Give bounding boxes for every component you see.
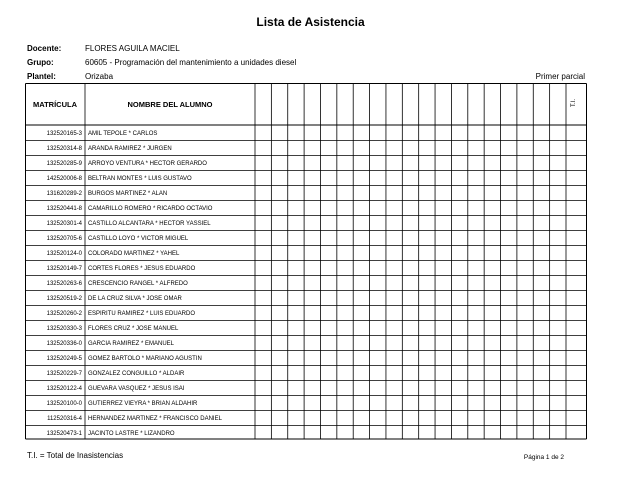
grupo-label: Grupo:: [27, 58, 54, 67]
row-nombre: BURGOS MARTINEZ * ALAN: [88, 191, 168, 197]
row-nombre: DE LA CRUZ SILVA * JOSE OMAR: [88, 296, 182, 302]
row-matricula: 132520301-4: [46, 221, 82, 227]
docente-value: FLORES AGUILA MACIEL: [85, 44, 180, 53]
plantel-label: Plantel:: [27, 72, 56, 81]
row-matricula: 132520330-3: [46, 326, 82, 332]
row-nombre: HERNANDEZ MARTINEZ * FRANCISCO DANIEL: [88, 416, 222, 422]
grupo-value: 60605 - Programación del mantenimiento a unidades diesel: [85, 58, 297, 67]
page-number: Página 1 de 2: [523, 454, 564, 461]
row-matricula: 132520314-8: [46, 146, 82, 152]
docente-label: Docente:: [27, 44, 62, 53]
row-matricula: 132520263-6: [46, 281, 82, 287]
row-matricula: 142520006-8: [46, 176, 82, 182]
plantel-value: Orizaba: [85, 72, 114, 81]
row-nombre: BELTRAN MONTES * LUIS GUSTAVO: [88, 176, 192, 182]
row-nombre: GUEVARA VASQUEZ * JESUS ISAI: [88, 386, 185, 392]
period-label: Primer parcial: [535, 72, 585, 81]
row-matricula: 132520149-7: [46, 266, 82, 272]
row-matricula: 132520260-2: [46, 311, 82, 317]
row-matricula: 132520473-1: [46, 431, 82, 437]
row-nombre: GOMEZ BARTOLO * MARIANO AGUSTIN: [88, 356, 202, 362]
row-matricula: 132520705-6: [46, 236, 82, 242]
row-nombre: GUTIERREZ VIEYRA * BRIAN ALDAHIR: [88, 401, 198, 407]
row-matricula: 132520229-7: [46, 371, 82, 377]
row-nombre: CAMARILLO ROMERO * RICARDO OCTAVIO: [88, 206, 213, 212]
row-nombre: COLORADO MARTINEZ * YAHEL: [88, 251, 180, 257]
row-matricula: 132520285-9: [46, 161, 82, 167]
row-nombre: CASTILLO ALCANTARA * HECTOR YASSIEL: [88, 221, 211, 227]
header-matricula: MATRÍCULA: [32, 100, 78, 109]
row-matricula: 132520249-5: [46, 356, 82, 362]
row-nombre: AMIL TEPOLE * CARLOS: [88, 131, 158, 137]
row-matricula: 132520165-3: [46, 131, 82, 137]
row-matricula: 132520100-0: [46, 401, 82, 407]
row-matricula: 132520441-8: [46, 206, 82, 212]
row-nombre: ARANDA RAMIREZ * JURGEN: [88, 146, 172, 152]
row-nombre: CORTES FLORES * JESUS EDUARDO: [88, 266, 196, 272]
row-matricula: 132520336-0: [46, 341, 82, 347]
row-nombre: GARCIA RAMIREZ * EMANUEL: [88, 341, 175, 347]
row-nombre: GONZALEZ CONGUILLO * ALDAIR: [88, 371, 185, 377]
row-nombre: ESPIRITU RAMIREZ * LUIS EDUARDO: [88, 311, 196, 317]
row-nombre: CRESCENCIO RANGEL * ALFREDO: [88, 281, 188, 287]
row-nombre: JACINTO LASTRE * LIZANDRO: [88, 431, 175, 437]
row-nombre: FLORES CRUZ * JOSE MANUEL: [88, 326, 179, 332]
row-nombre: CASTILLO LOYO * VICTOR MIGUEL: [88, 236, 189, 242]
row-matricula: 132520122-4: [46, 386, 82, 392]
page-title: Lista de Asistencia: [256, 15, 365, 29]
header-nombre: NOMBRE DEL ALUMNO: [127, 100, 213, 109]
row-nombre: ARROYO VENTURA * HECTOR GERARDO: [88, 161, 207, 167]
footer-legend: T.I. = Total de Inasistencias: [27, 451, 124, 460]
header-ti: T.I.: [571, 99, 577, 108]
row-matricula: 112520316-4: [47, 416, 82, 422]
row-matricula: 132520519-2: [46, 296, 82, 302]
row-matricula: 131620289-2: [46, 191, 82, 197]
row-matricula: 132520124-0: [46, 251, 82, 257]
attendance-table: [25, 83, 587, 445]
